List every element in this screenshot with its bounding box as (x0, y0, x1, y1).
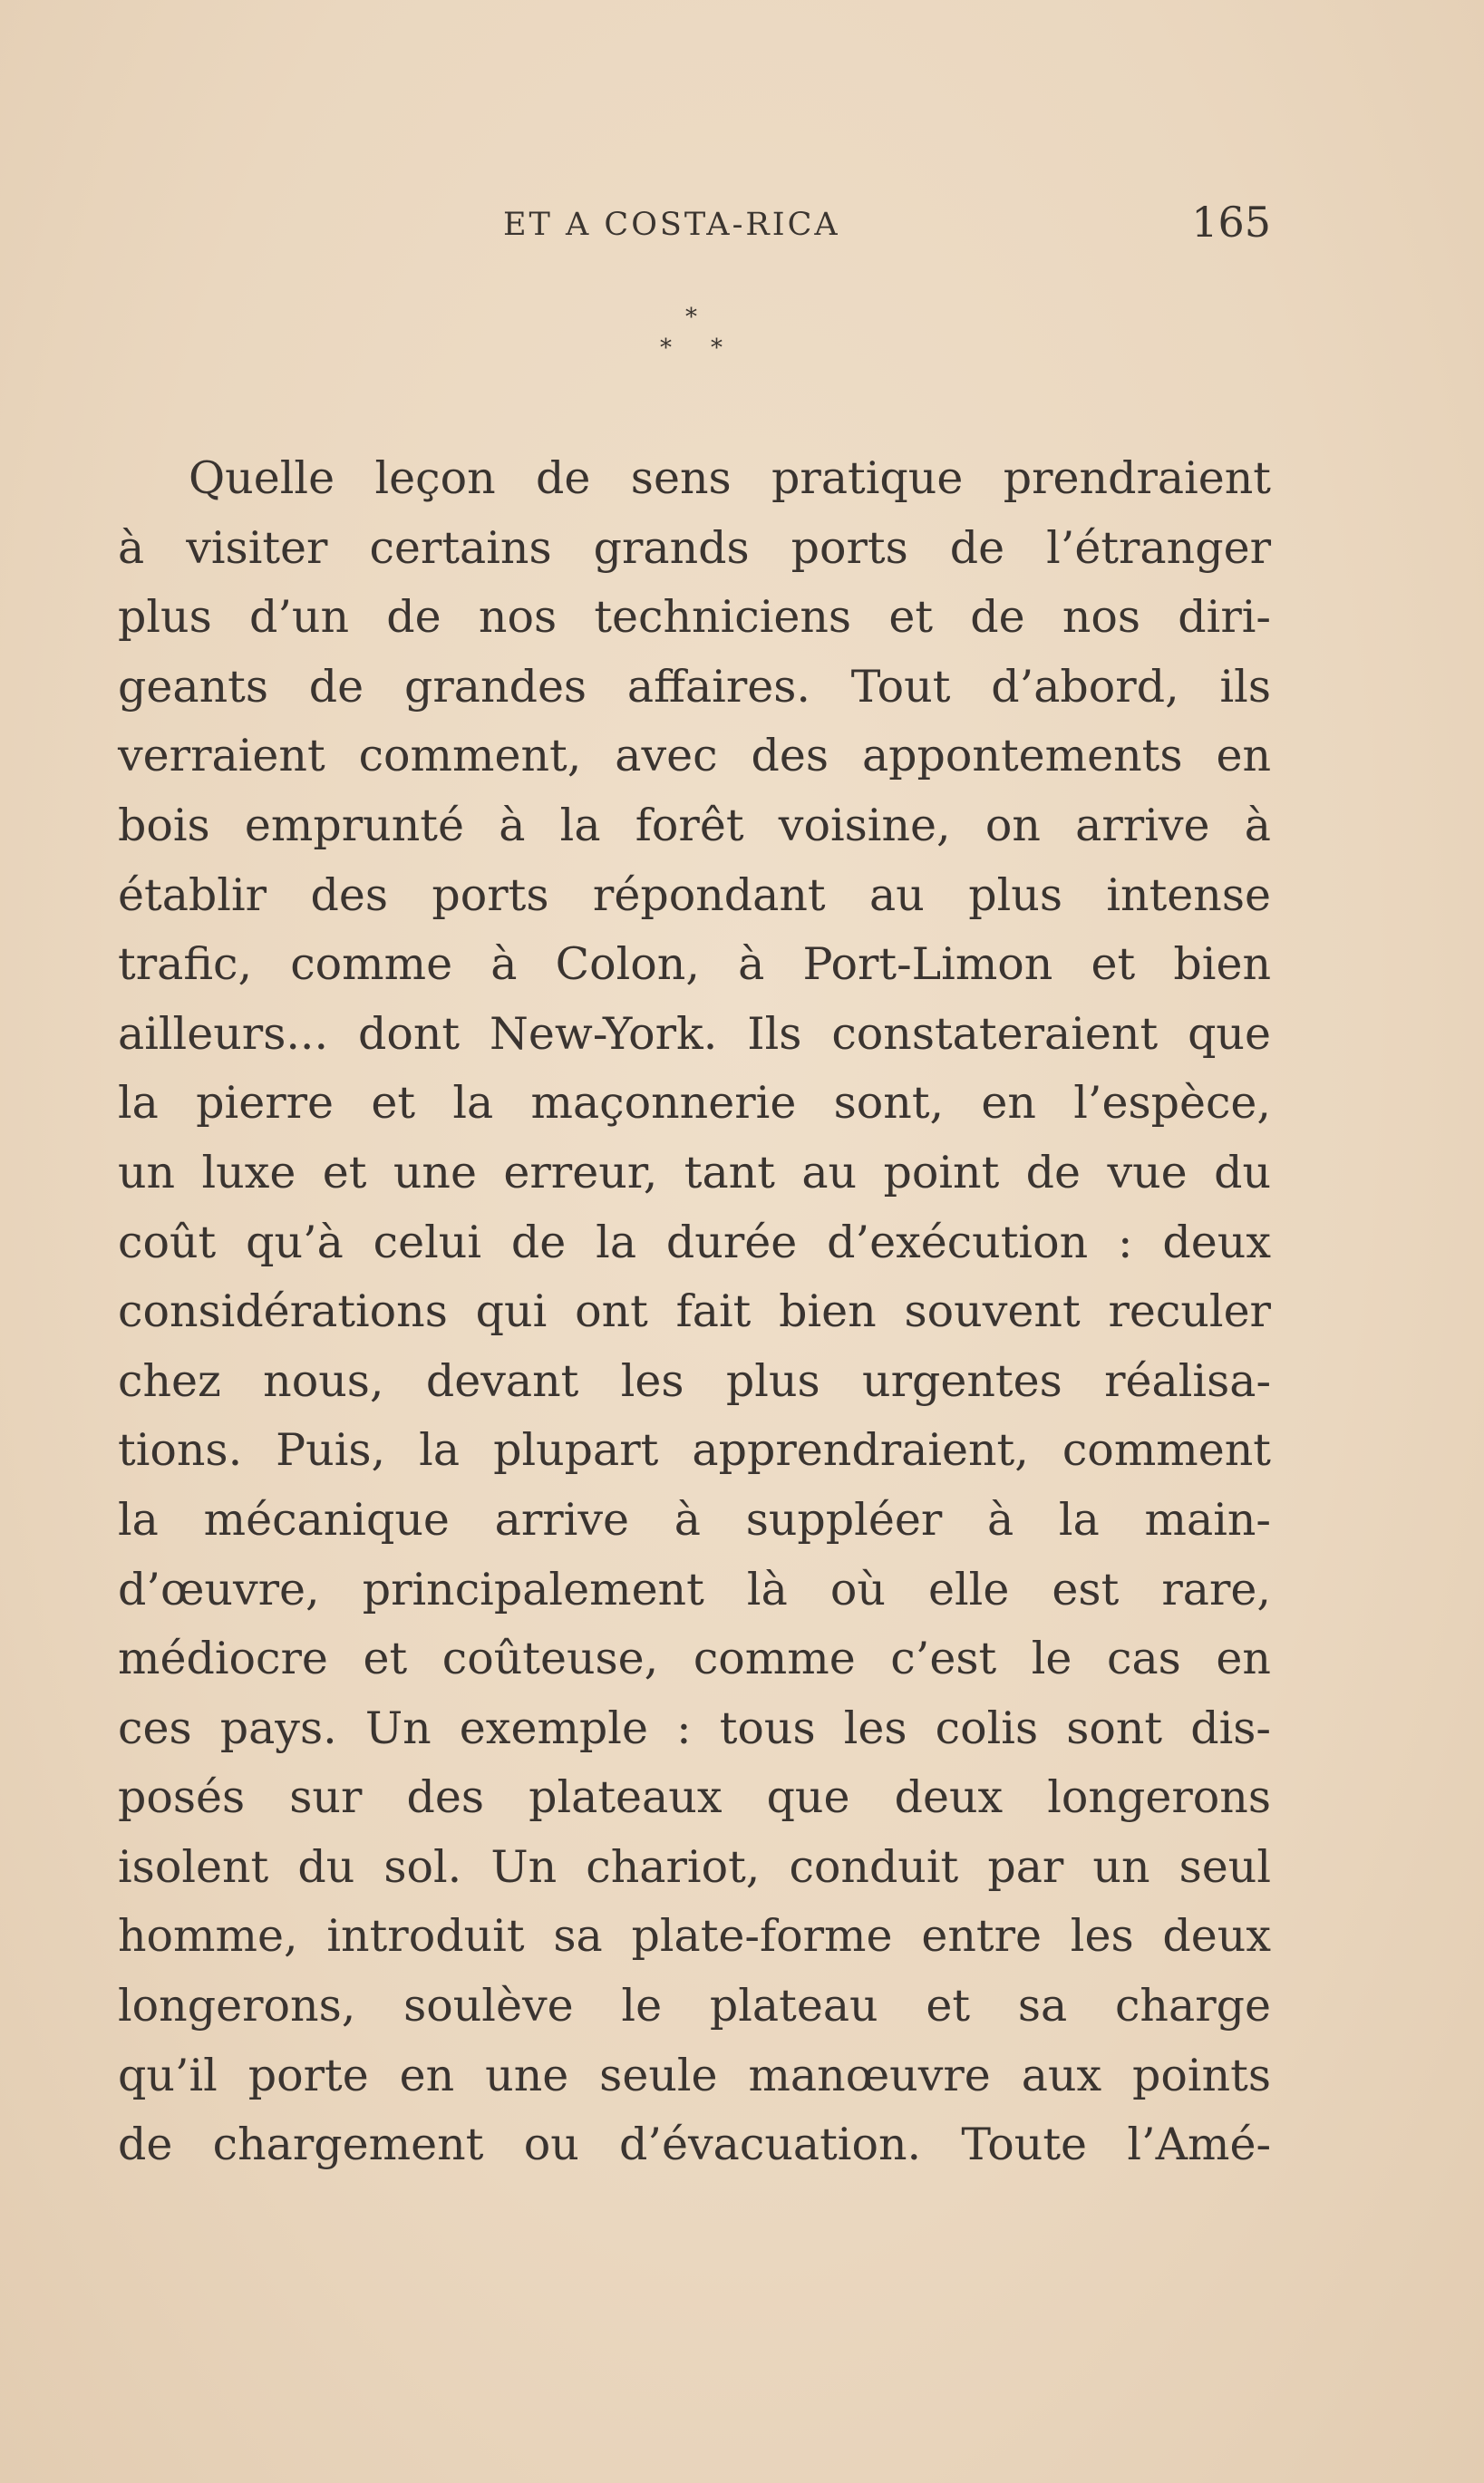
text-line: la mécanique arrive à suppléer à la main- (118, 1493, 1271, 1546)
asterism-star-left: * (660, 335, 672, 362)
text-line: tions. Puis, la plupart apprendraient, comment (118, 1424, 1271, 1477)
text-line: établir des ports répondant au plus intense (118, 868, 1271, 921)
text-line: d’œuvre, principalement là où elle est rare, (118, 1563, 1271, 1615)
page-header (118, 198, 1271, 252)
text-line: qu’il porte en une seule manœuvre aux points (118, 2049, 1271, 2101)
text-line: considérations qui ont fait bien souvent reculer (118, 1285, 1271, 1338)
text-line: de chargement ou d’évacuation. Toute l’Amé- (118, 2119, 1271, 2171)
text-line: trafic, comme à Colon, à Port-Limon et bien (118, 938, 1271, 991)
running-title: ET A COSTA-RICA (503, 207, 840, 243)
text-line: posés sur des plateaux que deux longerons (118, 1771, 1271, 1824)
text-line: ailleurs... dont New-York. Ils constateraient que (118, 1007, 1271, 1060)
asterism-star-top: * (685, 304, 697, 331)
body-paragraph (118, 444, 1271, 2180)
text-line: un luxe et une erreur, tant au point de vue du (118, 1146, 1271, 1198)
text-line: plus d’un de nos techniciens et de nos diri- (118, 591, 1271, 644)
text-line: la pierre et la maçonnerie sont, en l’espèce, (118, 1077, 1271, 1130)
text-line: à visiter certains grands ports de l’étranger (118, 521, 1271, 574)
text-line: Quelle leçon de sens pratique prendraient (189, 452, 1271, 504)
text-line: geants de grandes affaires. Tout d’abord, ils (118, 660, 1271, 713)
text-line: chez nous, devant les plus urgentes réalisa- (118, 1354, 1271, 1407)
asterism (653, 304, 734, 376)
text-line: coût qu’à celui de la durée d’exécution : deux (118, 1216, 1271, 1268)
asterism-star-right: * (711, 335, 723, 362)
text-line: verraient comment, avec des appontements en (118, 730, 1271, 782)
text-line: ces pays. Un exemple : tous les colis sont dis- (118, 1702, 1271, 1754)
text-line: homme, introduit sa plate-forme entre les deux (118, 1910, 1271, 1963)
text-line: longerons, soulève le plateau et sa charge (118, 1980, 1271, 2032)
text-line: médiocre et coûteuse, comme c’est le cas en (118, 1633, 1271, 1685)
page-number: 165 (1191, 198, 1271, 247)
text-line: bois emprunté à la forêt voisine, on arrive à (118, 799, 1271, 851)
text-line: isolent du sol. Un chariot, conduit par un seul (118, 1840, 1271, 1893)
